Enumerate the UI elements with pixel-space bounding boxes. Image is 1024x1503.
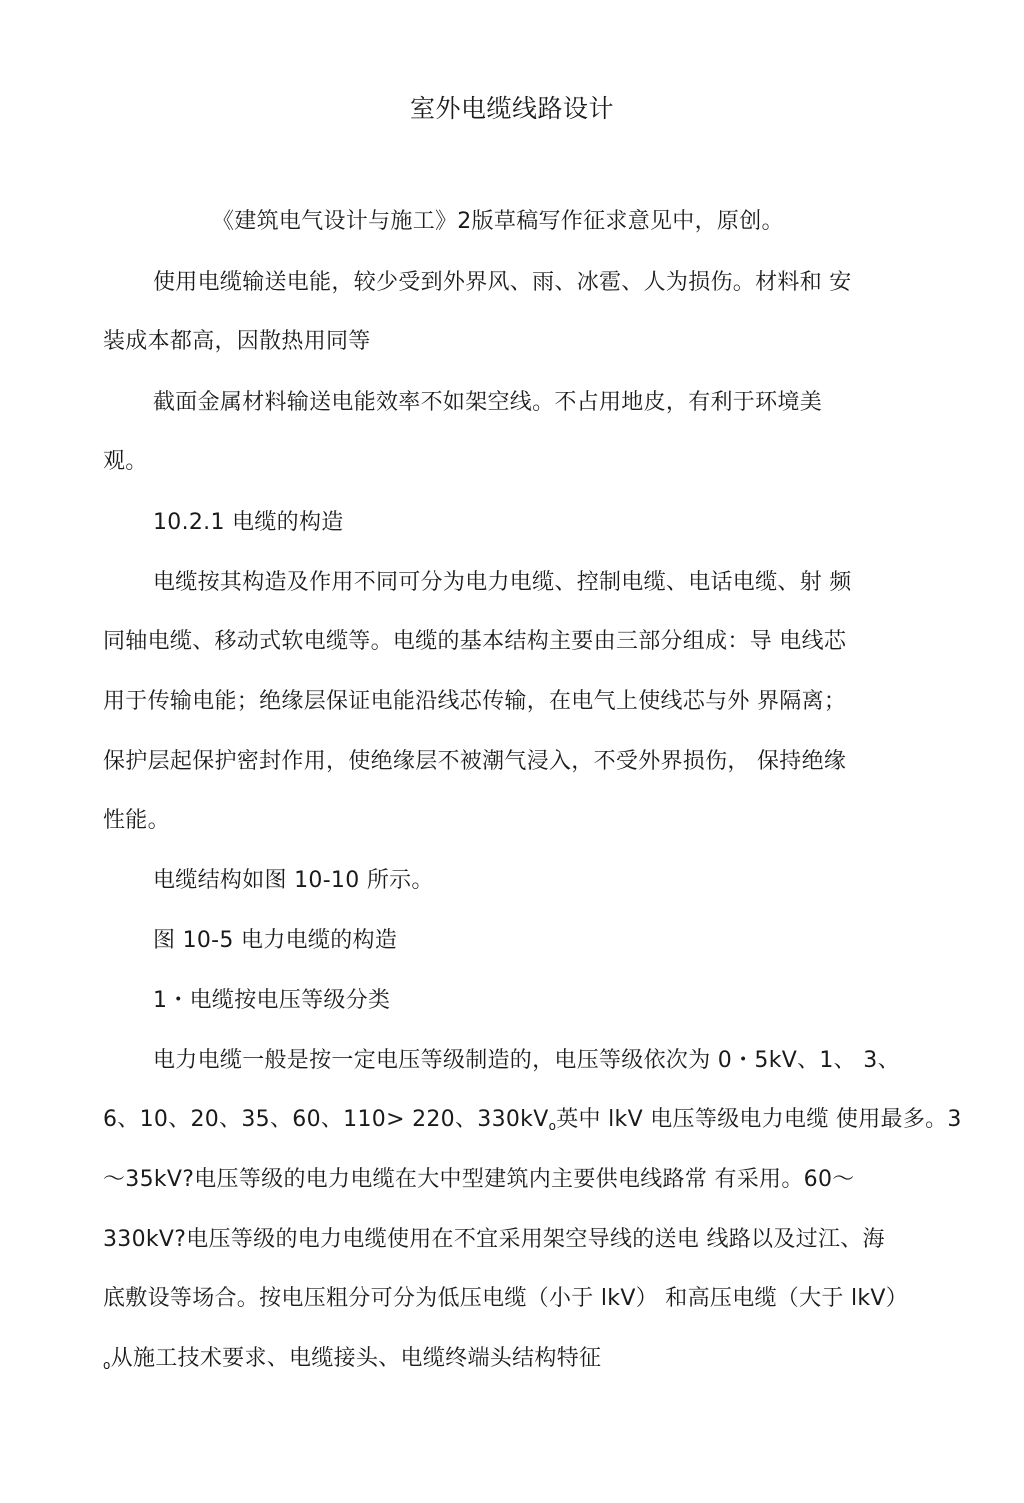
paragraph-line: 电力电缆一般是按一定电压等级制造的，电压等级依次为 0・5kV、1、 3、 — [153, 1048, 900, 1073]
figure-reference: 电缆结构如图 10-10 所示。 — [153, 868, 434, 893]
intro-note: 《建筑电气设计与施工》2版草稿写作征求意见中，原创。 — [212, 209, 784, 234]
paragraph-line — [103, 1344, 601, 1380]
paragraph-line: 截面金属材料输送电能效率不如架空线。不占用地皮，有利于环境美 — [153, 390, 823, 415]
paragraph-line: 同轴电缆、移动式软电缆等。电缆的基本结构主要由三部分组成：导 电线芯 — [103, 629, 847, 654]
paragraph-line: ～35kV?电压等级的电力电缆在大中型建筑内主要供电线路常 有采用。60～ — [103, 1167, 855, 1192]
line-text: 英中 lkV 电压等级电力电缆 使用最多。3 — [556, 1107, 962, 1132]
paragraph-line: 装成本都高，因散热用同等 — [103, 329, 371, 354]
paragraph-line — [103, 1105, 962, 1141]
paragraph-line: 底敷设等场合。按电压粗分可分为低压电缆（小于 lkV） 和高压电缆（大于 lkV） — [103, 1286, 909, 1311]
document-title: 室外电缆线路设计 — [409, 94, 614, 123]
section-heading: 10.2.1 电缆的构造 — [153, 510, 344, 535]
subscript-mark: o — [548, 1119, 557, 1133]
line-text: 从施工技术要求、电缆接头、电缆终端头结构特征 — [110, 1346, 602, 1371]
subscript-mark: o — [103, 1358, 111, 1372]
paragraph-line: 电缆按其构造及作用不同可分为电力电缆、控制电缆、电话电缆、射 频 — [153, 570, 852, 595]
figure-caption: 图 10-5 电力电缆的构造 — [153, 928, 398, 953]
paragraph-line: 330kV?电压等级的电力电缆使用在不宜采用架空导线的送电 线路以及过江、海 — [103, 1227, 885, 1252]
paragraph-line: 保护层起保护密封作用，使绝缘层不被潮气浸入，不受外界损伤， 保持绝缘 — [103, 749, 847, 774]
line-text: 6、10、20、35、60、110> 220、330kV — [103, 1107, 549, 1132]
paragraph-line: 使用电缆输送电能，较少受到外界风、雨、冰雹、人为损伤。材料和 安 — [153, 270, 852, 295]
paragraph-line: 性能。 — [103, 808, 170, 833]
paragraph-line: 观。 — [103, 449, 148, 474]
subsection-heading: 1・电缆按电压等级分类 — [153, 988, 391, 1013]
paragraph-line: 用于传输电能；绝缘层保证电能沿线芯传输，在电气上使线芯与外 界隔离； — [103, 689, 847, 714]
